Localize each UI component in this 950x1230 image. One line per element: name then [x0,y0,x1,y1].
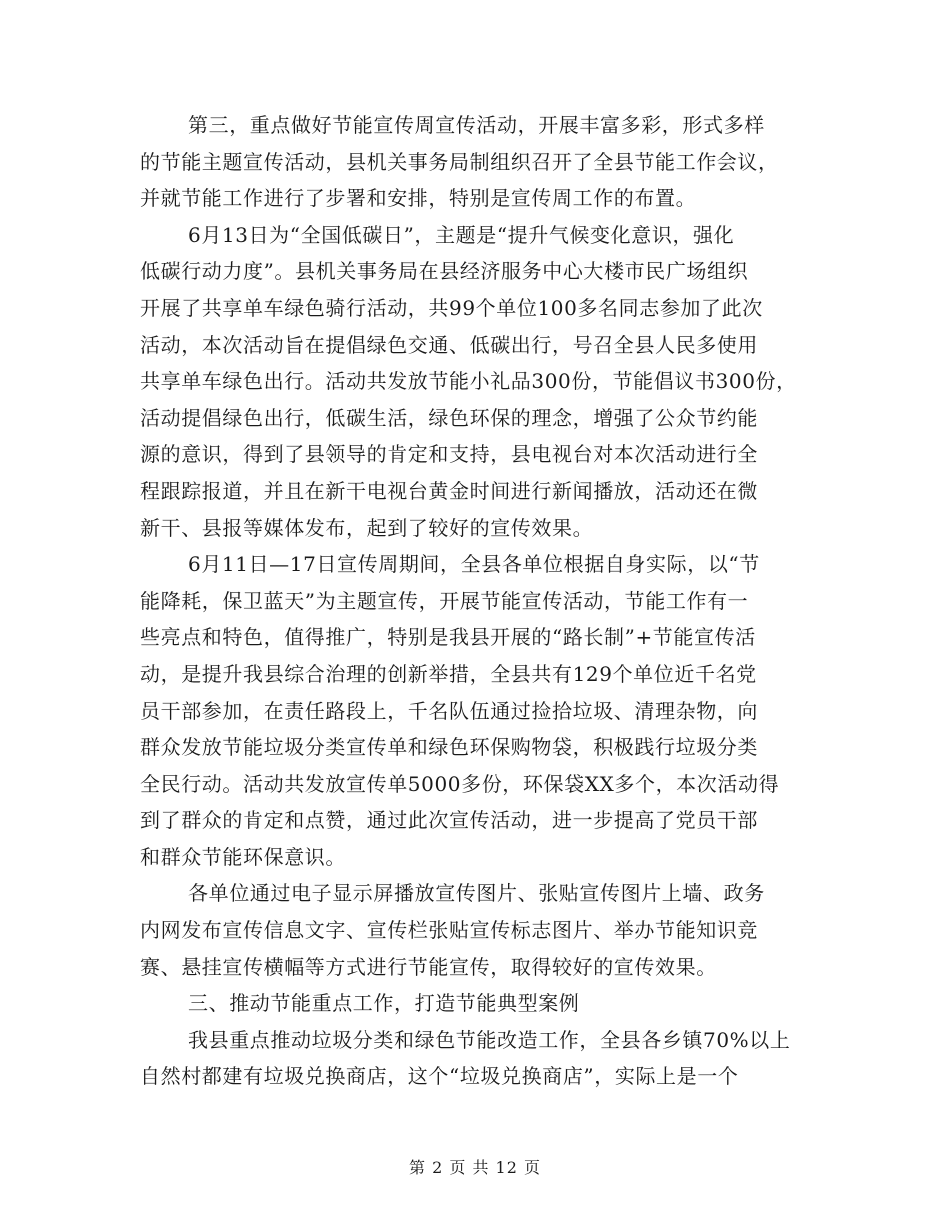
text-line: 三、推动节能重点工作，打造节能典型案例 [188,991,580,1016]
text-line: 群众发放节能垃圾分类宣传单和绿色环保购物袋，积极践行垃圾分类 [140,735,758,760]
text-line: 全民行动。活动共发放宣传单5000多份，环保袋XX多个，本次活动得 [140,771,780,796]
text-line: 源的意识，得到了县领导的肯定和支持，县电视台对本次活动进行全 [140,442,758,467]
text-line: 动，是提升我县综合治理的创新举措，全县共有129个单位近千名党 [140,661,757,686]
text-line: 到了群众的肯定和点赞，通过此次宣传活动，进一步提高了党员干部 [140,808,758,833]
text-line: 些亮点和特色，值得推广，特别是我县开展的“路长制”+节能宣传活 [140,625,756,650]
text-line: 内网发布宣传信息文字、宣传栏张贴宣传标志图片、举办节能知识竞 [140,918,758,943]
text-line: 低碳行动力度”。县机关事务局在县经济服务中心大楼市民广场组织 [140,259,749,284]
text-line: 能降耗，保卫蓝天”为主题宣传，开展节能宣传活动，节能工作有一 [140,588,749,613]
text-line: 活动提倡绿色出行，低碳生活，绿色环保的理念，增强了公众节约能 [140,405,758,430]
text-line: 并就节能工作进行了步署和安排，特别是宣传周工作的布置。 [140,186,697,211]
text-line: 和群众节能环保意识。 [140,844,346,869]
page-footer: 第 2 页 共 12 页 [409,1158,541,1177]
text-line: 活动，本次活动旨在提倡绿色交通、低碳出行，号召全县人民多使用 [140,332,758,357]
text-line: 我县重点推动垃圾分类和绿色节能改造工作，全县各乡镇70%以上 [188,1027,791,1052]
text-line: 程跟踪报道，并且在新干电视台黄金时间进行新闻播放，活动还在微 [140,478,758,503]
text-line: 第三，重点做好节能宣传周宣传活动，开展丰富多彩，形式多样 [188,113,765,137]
text-line: 赛、悬挂宣传横幅等方式进行节能宣传，取得较好的宣传效果。 [140,954,717,979]
text-line: 新干、县报等媒体发布，起到了较好的宣传效果。 [140,515,594,540]
text-line: 6月13日为“全国低碳日”，主题是“提升气候变化意识，强化 [188,222,735,247]
text-line: 的节能主题宣传活动，县机关事务局制组织召开了全县节能工作会议， [140,149,779,174]
text-line: 共享单车绿色出行。活动共发放节能小礼品300份，节能倡议书300份， [140,369,797,394]
body-text [140,107,820,1095]
text-line: 6月11日—17日宣传周期间，全县各单位根据自身实际，以“节 [188,552,760,577]
text-line: 员干部参加，在责任路段上，千名队伍通过捡拾垃圾、清理杂物，向 [140,698,758,723]
text-line: 开展了共享单车绿色骑行活动，共99个单位100多名同志参加了此次 [140,295,763,320]
text-line: 自然村都建有垃圾兑换商店，这个“垃圾兑换商店”，实际上是一个 [140,1064,739,1089]
text-line: 各单位通过电子显示屏播放宣传图片、张贴宣传图片上墙、政务 [188,881,765,906]
